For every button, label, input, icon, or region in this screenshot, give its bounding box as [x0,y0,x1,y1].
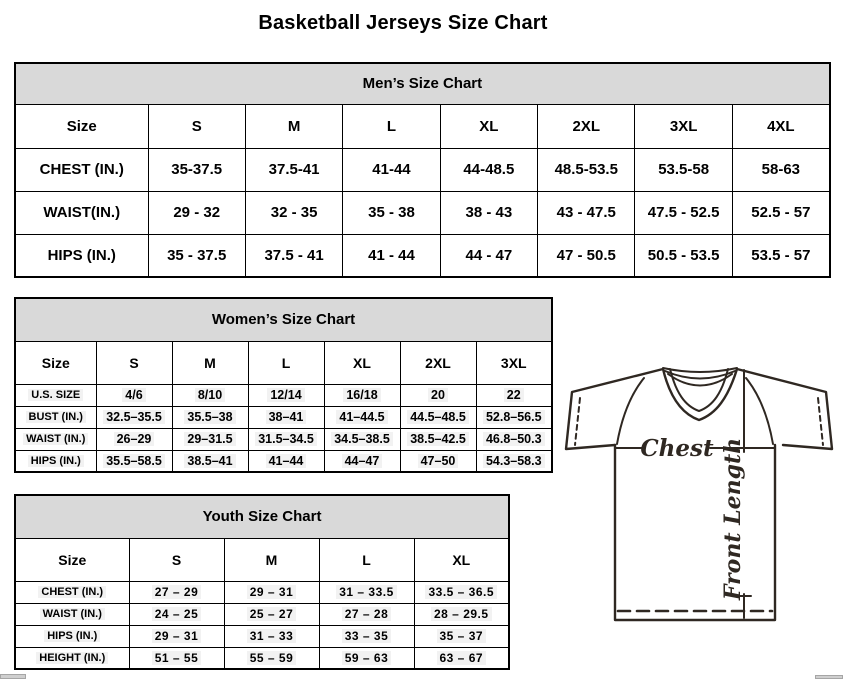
column-header: Size [15,341,96,384]
column-header: 3XL [476,341,552,384]
row-label: HIPS (IN.) [15,625,129,647]
size-value-cell: 29 - 32 [148,191,245,234]
column-header: Size [15,538,129,581]
size-value-cell: 35.5–58.5 [96,450,172,472]
row-label: U.S. SIZE [15,384,96,406]
size-value-cell: 35-37.5 [148,148,245,191]
row-label: WAIST (IN.) [15,428,96,450]
table-row [15,148,830,191]
chest-label: Chest [640,435,714,462]
column-header: M [245,104,342,148]
size-value-cell: 44-48.5 [440,148,537,191]
size-value-cell: 59 – 63 [319,647,414,669]
size-value-cell: 25 – 27 [224,603,319,625]
size-value-cell: 44.5–48.5 [400,406,476,428]
table-header-row [15,104,830,148]
size-value-cell: 38 - 43 [440,191,537,234]
column-header: S [96,341,172,384]
size-value-cell: 28 – 29.5 [414,603,509,625]
table-title: Men’s Size Chart [15,63,830,104]
size-value-cell: 29–31.5 [172,428,248,450]
row-label: HIPS (IN.) [15,450,96,472]
size-value-cell: 47 - 50.5 [538,234,635,277]
size-value-cell: 27 – 28 [319,603,414,625]
size-value-cell: 41–44 [248,450,324,472]
size-value-cell: 32.5–35.5 [96,406,172,428]
page-title: Basketball Jerseys Size Chart [258,12,548,34]
table-header-row [15,341,552,384]
jersey-body [615,445,775,620]
size-value-cell: 58-63 [732,148,830,191]
size-value-cell: 31.5–34.5 [248,428,324,450]
column-header: 2XL [400,341,476,384]
column-header: XL [324,341,400,384]
size-value-cell: 38–41 [248,406,324,428]
column-header: XL [414,538,509,581]
table-row [15,603,509,625]
jersey-right-cuff-dashed-line [818,398,823,445]
size-value-cell: 4/6 [96,384,172,406]
size-value-cell: 38.5–42.5 [400,428,476,450]
table-title-row [15,63,830,104]
row-label: WAIST (IN.) [15,603,129,625]
column-header: M [172,341,248,384]
size-value-cell: 35 – 37 [414,625,509,647]
size-value-cell: 27 – 29 [129,581,224,603]
table-title: Youth Size Chart [15,495,509,538]
table-row [15,581,509,603]
size-value-cell: 29 – 31 [224,581,319,603]
size-value-cell: 33.5 – 36.5 [414,581,509,603]
column-header: 4XL [732,104,830,148]
column-header: L [319,538,414,581]
jersey-right-side-seam [746,378,773,444]
size-value-cell: 41–44.5 [324,406,400,428]
size-value-cell: 52.5 - 57 [732,191,830,234]
table-row [15,647,509,669]
horizontal-scrollbar-fragment-right[interactable] [815,675,843,679]
front-length-label: Front Length [720,437,746,601]
size-value-cell: 31 – 33.5 [319,581,414,603]
row-label: CHEST (IN.) [15,581,129,603]
size-value-cell: 22 [476,384,552,406]
row-label: HIPS (IN.) [15,234,148,277]
table-title: Women’s Size Chart [15,298,552,341]
size-value-cell: 47–50 [400,450,476,472]
jersey-right-sleeve [737,369,832,449]
size-value-cell: 32 - 35 [245,191,342,234]
size-value-cell: 35.5–38 [172,406,248,428]
size-value-cell: 35 - 37.5 [148,234,245,277]
jersey-outline-icon [558,356,840,628]
horizontal-scrollbar-fragment-left[interactable] [0,674,26,679]
column-header: 3XL [635,104,732,148]
row-label: BUST (IN.) [15,406,96,428]
size-value-cell: 43 - 47.5 [538,191,635,234]
column-header: S [148,104,245,148]
jersey-collar-top-arc [663,368,737,372]
table-row [15,625,509,647]
size-value-cell: 54.3–58.3 [476,450,552,472]
size-value-cell: 52.8–56.5 [476,406,552,428]
column-header: S [129,538,224,581]
size-value-cell: 63 – 67 [414,647,509,669]
size-value-cell: 35 - 38 [343,191,440,234]
size-value-cell: 31 – 33 [224,625,319,647]
size-value-cell: 46.8–50.3 [476,428,552,450]
row-label: HEIGHT (IN.) [15,647,129,669]
size-value-cell: 20 [400,384,476,406]
column-header: L [343,104,440,148]
column-header: 2XL [538,104,635,148]
size-value-cell: 34.5–38.5 [324,428,400,450]
column-header: M [224,538,319,581]
mens-size-table [14,62,831,278]
table-title-row [15,298,552,341]
size-value-cell: 8/10 [172,384,248,406]
size-value-cell: 37.5-41 [245,148,342,191]
youth-size-table [14,494,510,670]
column-header: Size [15,104,148,148]
row-label: WAIST(IN.) [15,191,148,234]
womens-size-table [14,297,553,473]
table-row [15,384,552,406]
size-value-cell: 48.5-53.5 [538,148,635,191]
size-value-cell: 37.5 - 41 [245,234,342,277]
jersey-left-cuff-dashed-line [575,398,580,445]
size-value-cell: 33 – 35 [319,625,414,647]
size-value-cell: 24 – 25 [129,603,224,625]
size-value-cell: 12/14 [248,384,324,406]
size-value-cell: 41-44 [343,148,440,191]
column-header: XL [440,104,537,148]
size-value-cell: 55 – 59 [224,647,319,669]
size-value-cell: 41 - 44 [343,234,440,277]
size-value-cell: 47.5 - 52.5 [635,191,732,234]
size-value-cell: 44 - 47 [440,234,537,277]
size-value-cell: 38.5–41 [172,450,248,472]
table-row [15,191,830,234]
size-value-cell: 26–29 [96,428,172,450]
table-header-row [15,538,509,581]
size-value-cell: 53.5 - 57 [732,234,830,277]
column-header: L [248,341,324,384]
size-value-cell: 16/18 [324,384,400,406]
table-title-row [15,495,509,538]
size-value-cell: 50.5 - 53.5 [635,234,732,277]
table-row [15,450,552,472]
jersey-measurement-diagram [558,356,840,628]
size-value-cell: 53.5-58 [635,148,732,191]
table-row [15,234,830,277]
size-value-cell: 51 – 55 [129,647,224,669]
size-value-cell: 44–47 [324,450,400,472]
size-value-cell: 29 – 31 [129,625,224,647]
table-row [15,428,552,450]
row-label: CHEST (IN.) [15,148,148,191]
table-row [15,406,552,428]
